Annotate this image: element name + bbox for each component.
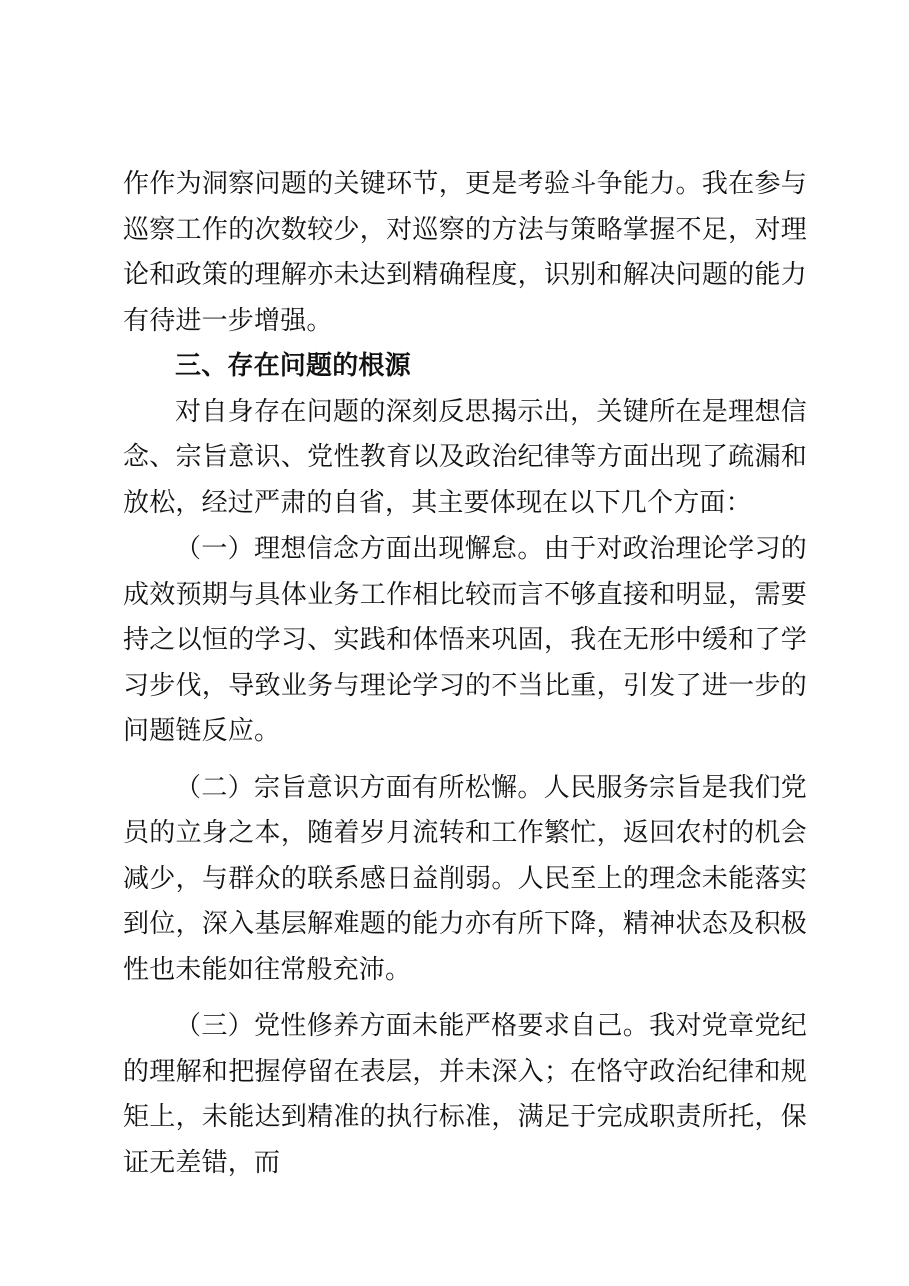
subsection-1 (123, 527, 807, 755)
paragraph-intro: 对自身存在问题的深刻反思揭示出，关键所在是理想信念、宗旨意识、党性教育以及政治纪律等方面出现了疏漏和放松，经过严肃的自省，其主要体现在以下几个方面： (123, 396, 807, 518)
subsection-3 (123, 1004, 807, 1186)
subsection-2 (123, 766, 807, 994)
subsection-3-title: （三）党性修养方面未能严格要求自己。 (175, 1011, 650, 1041)
document-body (123, 162, 807, 1186)
subsection-3-body: 我对党章党纪的理解和把握停留在表层，并未深入；在恪守政治纪律和规矩上，未能达到精准的执行标准，满足于完成职责所托，保证无差错，而 (123, 1011, 808, 1178)
subsection-2-title: （二）宗旨意识方面有所松懈。 (175, 772, 544, 803)
section-heading: 三、存在问题的根源 (175, 351, 411, 381)
paragraph-continued: 作作为洞察问题的关键环节，更是考验斗争能力。我在参与巡察工作的次数较少，对巡察的方法与策略掌握不足，对理论和政策的理解亦未达到精确程度，识别和解决问题的能力有待进一步增强。 (123, 169, 807, 336)
subsection-1-title: （一）理想信念方面出现懈怠。 (175, 534, 544, 564)
subsection-2-body: 人民服务宗旨是我们党员的立身之本，随着岁月流转和工作繁忙，返回农村的机会减少，与群众的联系感日益削弱。人民至上的理念未能落实到位，深入基层解难题的能力亦有所下降，精神状态及积极性也未能如往常般充沛。 (123, 772, 807, 985)
subsection-1-body: 由于对政治理论学习的成效预期与具体业务工作相比较而言不够直接和明显，需要持之以恒的学习、实践和体悟来巩固，我在无形中缓和了学习步伐，导致业务与理论学习的不当比重，引发了进一步的问题链反应。 (123, 534, 807, 746)
